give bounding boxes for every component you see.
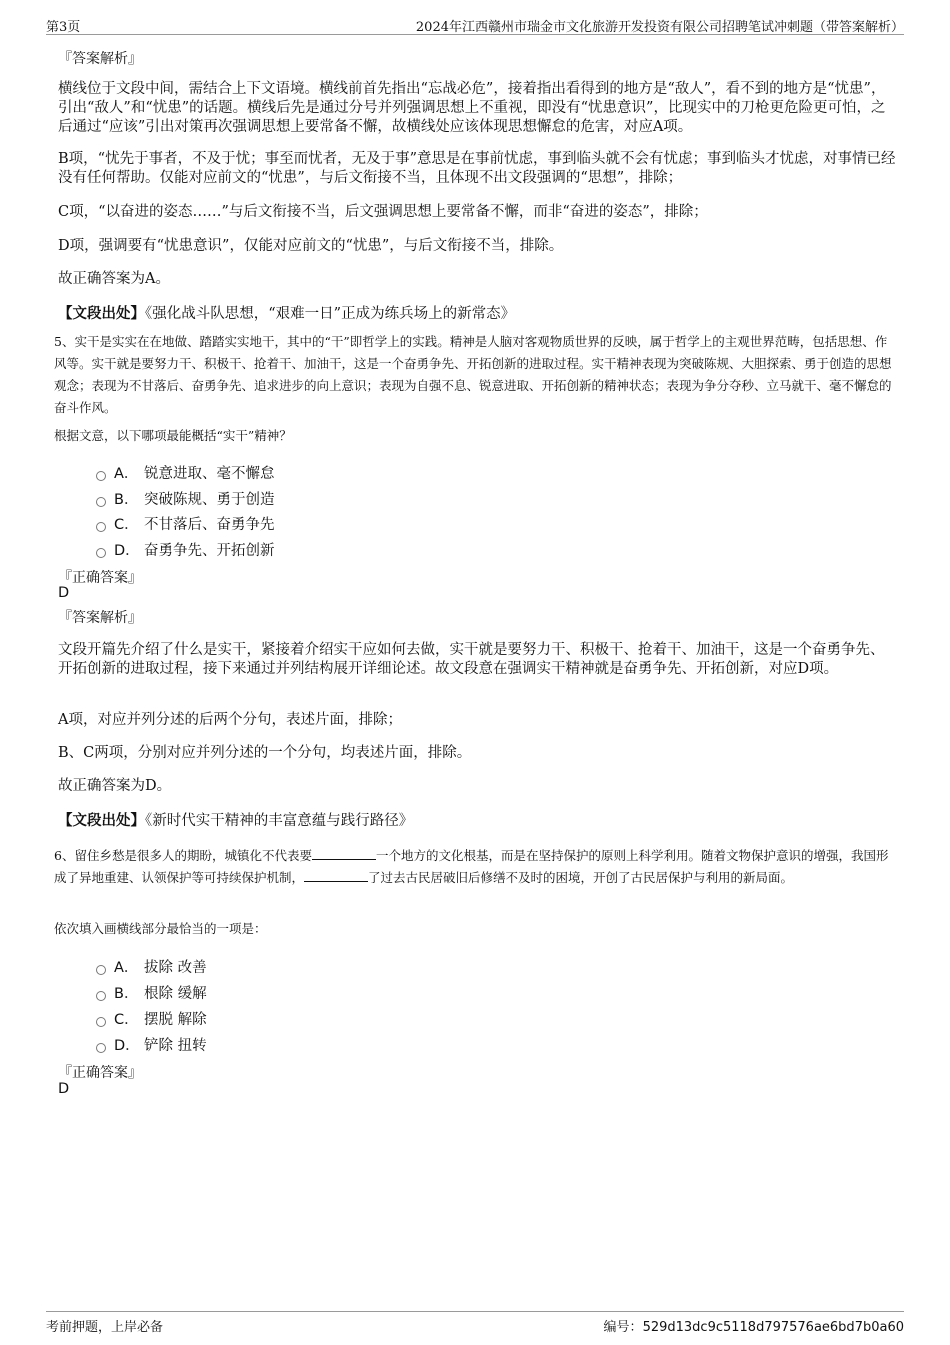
option-c[interactable]: C． 不甘落后、奋勇争先 — [96, 513, 275, 533]
radio-icon[interactable] — [96, 1017, 106, 1027]
option-b[interactable]: B． 突破陈规、勇于创造 — [96, 488, 275, 508]
analysis-label: 『答案解析』 — [58, 51, 142, 67]
radio-icon[interactable] — [96, 1043, 106, 1053]
radio-icon[interactable] — [96, 497, 106, 507]
analysis-label: 『答案解析』 — [58, 610, 142, 626]
source-label: 【文段出处】 — [58, 812, 145, 829]
source-text: 《强化战斗队思想，“艰难一日”正成为练兵场上的新常态》 — [145, 306, 516, 322]
option-a[interactable]: A． 拔除 改善 — [96, 956, 207, 976]
option-d[interactable]: D． 铲除 扭转 — [96, 1034, 207, 1054]
answer-label: 『正确答案』 — [58, 570, 142, 586]
analysis-conclusion: 故正确答案为D。 — [58, 778, 172, 794]
radio-icon[interactable] — [96, 522, 106, 532]
option-a[interactable]: A． 锐意进取、毫不懈怠 — [96, 462, 275, 482]
page-header — [46, 14, 904, 35]
document-code: 编号：529d13dc9c5118d797576ae6bd7b0a60 — [603, 1320, 904, 1335]
analysis-paragraph: B项，“忧先于事者，不及于忧；事至而忧者，无及于事”意思是在事前忧虑，事到临头就不会有忧虑；事到临头才忧虑，对事情已经没有任何帮助。仅能对应前文的“忧患”，与后文衔接不当，且体现不出文段强调的“思想”，排除； — [58, 151, 896, 186]
analysis-conclusion: 故正确答案为A。 — [58, 271, 170, 287]
source-text: 《新时代实干精神的丰富意蕴与践行路径》 — [145, 813, 414, 829]
analysis-paragraph: D项，强调要有“忧患意识”，仅能对应前文的“忧患”，与后文衔接不当，排除。 — [58, 238, 564, 254]
correct-answer: D — [58, 1081, 70, 1097]
analysis-paragraph: A项，对应并列分述的后两个分句，表述片面，排除； — [58, 712, 402, 728]
radio-icon[interactable] — [96, 471, 106, 481]
option-c[interactable]: C． 摆脱 解除 — [96, 1008, 207, 1028]
analysis-paragraph: 横线位于文段中间，需结合上下文语境。横线前首先指出“忘战必危”，接着指出看得到的地方是“敌人”，看不到的地方是“忧患”，引出“敌人”和“忧患”的话题。横线后先是通过分号并列强调思想上不重视，即没有“忧患意识”，比现实中的刀枪更危险更可怕，之后通过“应该”引出对策再次强调思想上要常备不懈，故横线处应该体现思想懈怠的危害，对应A项。 — [58, 81, 886, 135]
question-prompt: 依次填入画横线部分最恰当的一项是： — [54, 921, 267, 936]
radio-icon[interactable] — [96, 965, 106, 975]
page-footer — [46, 1311, 904, 1336]
document-title: 2024年江西赣州市瑞金市文化旅游开发投资有限公司招聘笔试冲刺题（带答案解析） — [415, 20, 904, 35]
source-citation — [58, 304, 898, 324]
answer-label: 『正确答案』 — [58, 1065, 142, 1081]
radio-icon[interactable] — [96, 991, 106, 1001]
radio-icon[interactable] — [96, 548, 106, 558]
option-b[interactable]: B． 根除 缓解 — [96, 982, 207, 1002]
analysis-paragraph: B、C两项，分别对应并列分述的一个分句，均表述片面，排除。 — [58, 745, 472, 761]
question-prompt: 根据文意，以下哪项最能概括“实干”精神？ — [54, 428, 292, 443]
question-passage: 5、实干是实实在在地做、踏踏实实地干，其中的“干”即哲学上的实践。精神是人脑对客观物质世界的反映，属于哲学上的主观世界范畴，包括思想、作风等。实干就是要努力干、积极干、抢着干、加油干，这是一个奋勇争先、开拓创新的进取过程。实干精神表现为突破陈规、大胆探索、勇于创造的思想观念；表现为不甘落后、奋勇争先、追求进步的向上意识；表现为自强不息、锐意进取、开拓创新的精神状态；表现为争分夺秒、立马就干、毫不懈怠的奋斗作风。 — [54, 334, 892, 415]
correct-answer: D — [58, 585, 70, 601]
source-label: 【文段出处】 — [58, 305, 145, 322]
source-citation — [58, 811, 898, 831]
analysis-paragraph: 文段开篇先介绍了什么是实干，紧接着介绍实干应如何去做，实干就是要努力干、积极干、抢着干、加油干，这是一个奋勇争先、开拓创新的进取过程，接下来通过并列结构展开详细论述。故文段意在强调实干精神就是奋勇争先、开拓创新，对应D项。 — [58, 642, 885, 677]
question-passage: 6、留住乡愁是很多人的期盼，城镇化不代表要 一个地方的文化根基，而是在坚持保护的原则上科学利用。随着文物保护意识的增强，我国形成了异地重建、认领保护等可持续保护机制， 了过去古民居破旧后修缮不及时的困境，开创了古民居保护与利用的新局面。 — [54, 848, 889, 885]
blank-line — [304, 870, 368, 882]
analysis-paragraph: C项，“以奋进的姿态……”与后文衔接不当，后文强调思想上要常备不懈，而非“奋进的姿态”，排除； — [58, 204, 708, 220]
blank-line — [312, 848, 376, 860]
footer-slogan: 考前押题，上岸必备 — [46, 1320, 164, 1335]
option-d[interactable]: D． 奋勇争先、开拓创新 — [96, 539, 275, 559]
page-number: 第3页 — [46, 20, 81, 35]
